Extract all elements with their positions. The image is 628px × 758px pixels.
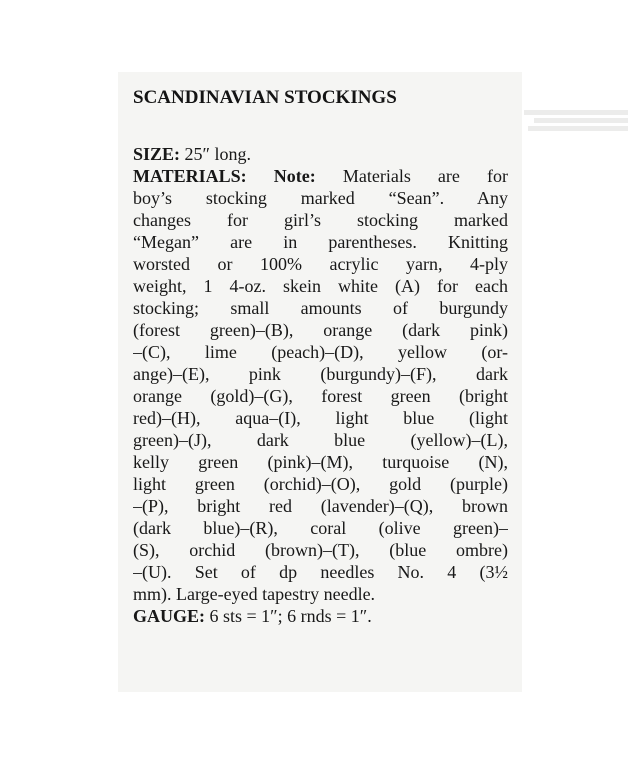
materials-line: worsted or 100% acrylic yarn, 4-ply [133,254,508,274]
materials-line: –(C), lime (peach)–(D), yellow (or- [133,342,508,362]
materials-line: –(U). Set of dp needles No. 4 (3½ [133,562,508,582]
materials-line: –(P), bright red (lavender)–(Q), brown [133,496,508,516]
materials-line: orange (gold)–(G), forest green (bright [133,386,508,406]
materials-line: light green (orchid)–(O), gold (purple) [133,474,508,494]
materials-line: stocking; small amounts of burgundy [133,298,508,318]
materials-line: red)–(H), aqua–(I), light blue (light [133,408,508,428]
gauge-label: GAUGE: [133,606,205,626]
materials-line: weight, 1 4-oz. skein white (A) for each [133,276,508,296]
show-through-mark [528,126,628,131]
materials-line: ange)–(E), pink (burgundy)–(F), dark [133,364,508,384]
show-through-mark [534,118,628,123]
show-through-mark [524,110,628,115]
materials-line: mm). Large-eyed tapestry needle. [133,584,376,604]
materials-line: (S), orchid (brown)–(T), (blue ombre) [133,540,508,560]
materials-line: kelly green (pink)–(M), turquoise (N), [133,452,508,472]
pattern-text [133,143,508,627]
size-value: 25″ long. [180,144,252,164]
materials-line: green)–(J), dark blue (yellow)–(L), [133,430,508,450]
note-label: Note: [246,166,316,186]
materials-line [133,165,508,187]
size-label: SIZE: [133,144,181,164]
materials-line: changes for girl’s stocking marked [133,210,508,230]
materials-line: (forest green)–(B), orange (dark pink) [133,320,508,340]
size-line [133,143,508,165]
materials-line: “Megan” are in parentheses. Knitting [133,232,508,252]
gauge-value: 6 sts = 1″; 6 rnds = 1″. [205,606,372,626]
materials-text: Materials are for [315,166,508,186]
materials-line: (dark blue)–(R), coral (olive green)– [133,518,508,538]
page-title: SCANDINAVIAN STOCKINGS [133,87,397,108]
materials-line: boy’s stocking marked “Sean”. Any [133,188,508,208]
gauge-line [133,605,508,627]
materials-label: MATERIALS: [133,166,247,186]
